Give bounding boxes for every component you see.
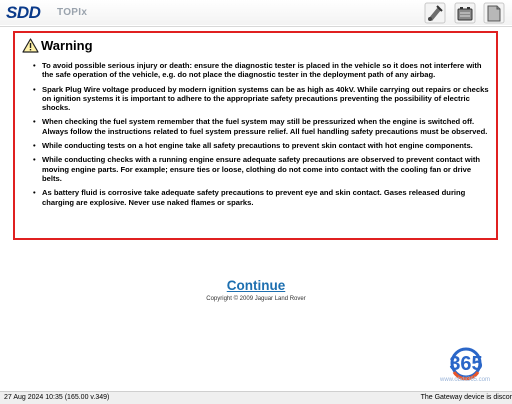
app-name: TOPIx bbox=[57, 7, 88, 18]
warning-item: • To avoid possible serious injury or death: ensure the diagnostic tester is placed in the vehicle so it does not interfere with the safe operation of the vehicle, e.g. do not place the diagnostic tester in the deployment path of any airbag. bbox=[33, 61, 491, 80]
status-message: The Gateway device is discor bbox=[420, 394, 512, 401]
copyright-text: Copyright © 2009 Jaguar Land Rover bbox=[206, 296, 306, 302]
warning-item: • As battery fluid is corrosive take adequate safety precautions to prevent eye and skin contact. Gases released during charging are explosive. Never use naked flames or sparks. bbox=[33, 188, 491, 207]
battery-icon[interactable] bbox=[454, 2, 476, 24]
warning-panel bbox=[13, 31, 498, 240]
app-header bbox=[0, 0, 512, 25]
warning-item: • When checking the fuel system remember that the fuel system may still be pressurized when the engine is switched off. Always follow the instructions related to fuel system pressure relief. All fuel handling safety precautions must be observed. bbox=[33, 117, 491, 136]
status-bar bbox=[0, 391, 512, 404]
header-divider bbox=[0, 26, 512, 27]
document-icon[interactable] bbox=[483, 2, 505, 24]
wrench-icon[interactable] bbox=[424, 2, 446, 24]
warning-item: • While conducting checks with a running engine ensure adequate safety precautions are observed to prevent contact with moving engine parts. For example; ensure ties or loose, clothing do not come into contact with the cooling fan or drive belts. bbox=[33, 155, 491, 183]
watermark-url: www.obdii365.com bbox=[439, 377, 491, 383]
warning-list bbox=[33, 61, 491, 212]
warning-title: Warning bbox=[41, 38, 93, 53]
sdd-logo: SDD bbox=[6, 3, 41, 22]
continue-link[interactable]: Continue bbox=[226, 278, 286, 293]
warning-item: • While conducting tests on a hot engine take all safety precautions to prevent skin contact with hot engine components. bbox=[33, 141, 491, 150]
warning-item: • Spark Plug Wire voltage produced by modern ignition systems can be as high as 40kV. While carrying out repairs or checks on ignition systems it is important to adhere to the appropriate safety precautions preventing the possibility of electric shocks. bbox=[33, 85, 491, 113]
status-timestamp: 27 Aug 2024 10:35 (165.00 v.349) bbox=[4, 394, 110, 401]
watermark-number: 365 bbox=[449, 353, 483, 375]
warning-triangle-icon bbox=[22, 38, 39, 53]
